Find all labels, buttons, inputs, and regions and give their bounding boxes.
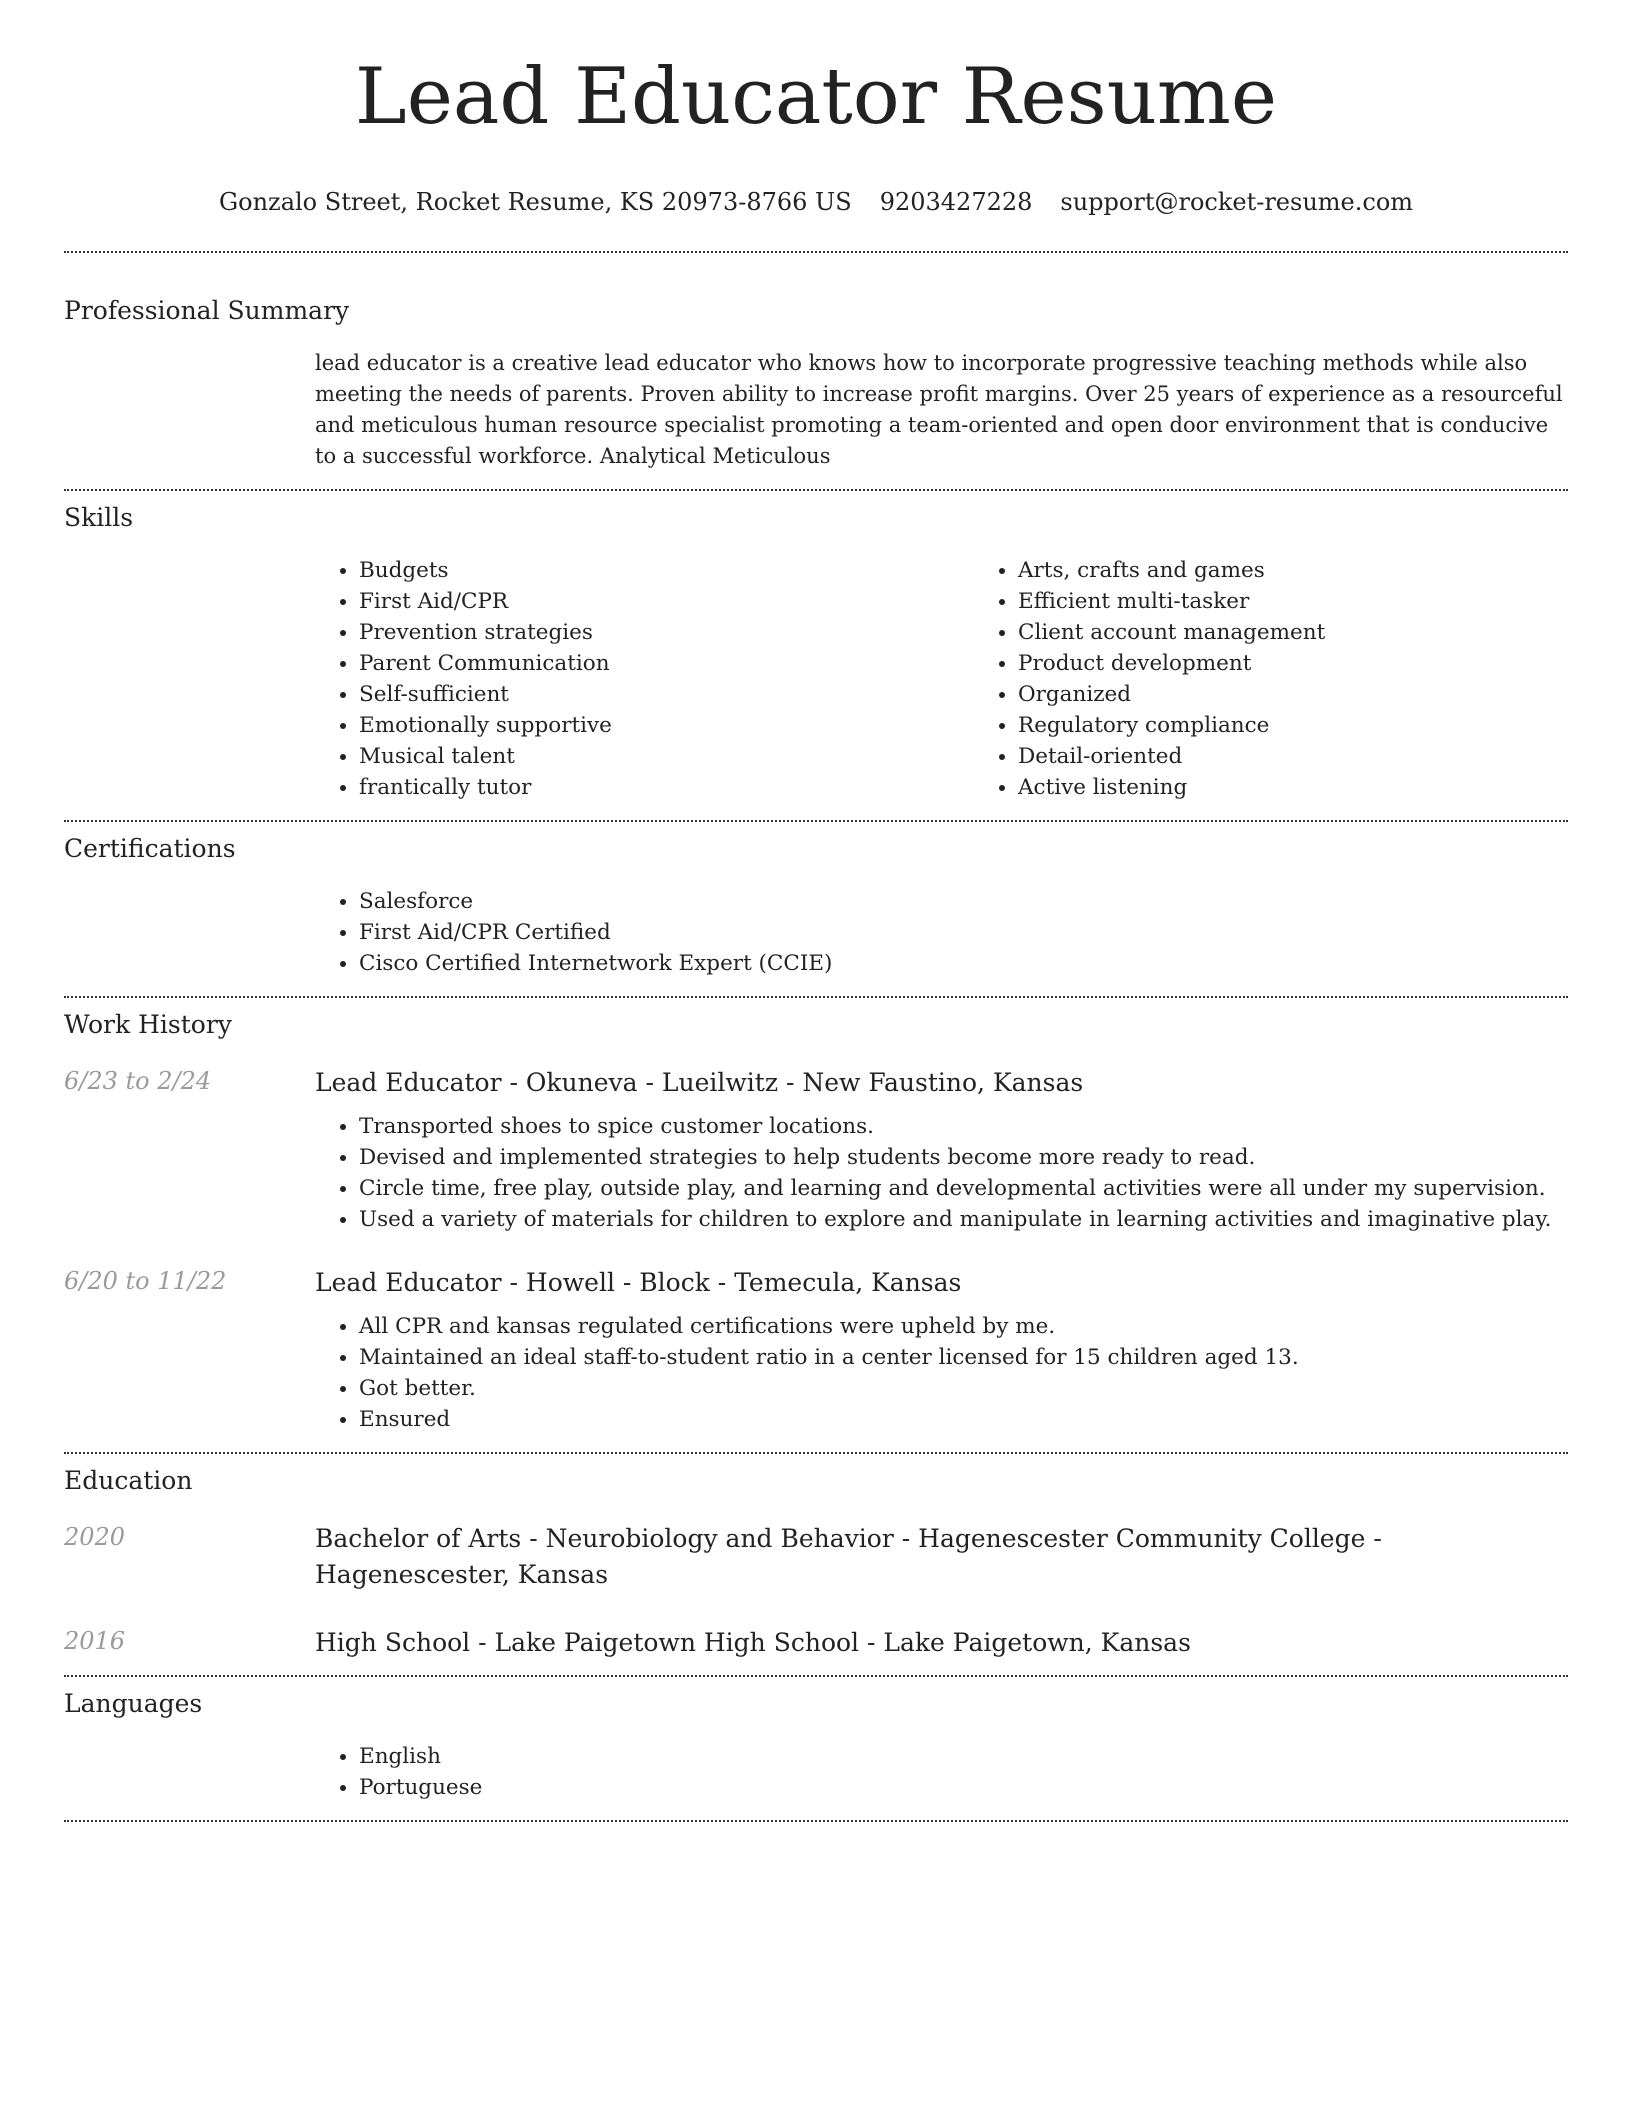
section-heading-work-history: Work History — [64, 1010, 232, 1039]
list-item: • Used a variety of materials for children to explore and manipulate in learning activities and imaginative play. — [359, 1204, 1568, 1235]
job-duties — [315, 1311, 1568, 1435]
section-heading-certifications: Certifications — [64, 834, 236, 863]
list-item: • Devised and implemented strategies to help students become more ready to read. — [359, 1142, 1568, 1173]
list-item: • Organized — [1018, 679, 1632, 710]
list-item: • English — [359, 1741, 1568, 1772]
work-history-section — [64, 998, 1568, 1435]
list-item: • Self-sufficient — [359, 679, 974, 710]
education-entry — [64, 1625, 1568, 1661]
list-item: • Maintained an ideal staff-to-student ratio in a center licensed for 15 children aged 13. — [359, 1342, 1568, 1373]
education-details: - Hagenescester Community College - Hagenescester, Kansas — [315, 1524, 1382, 1589]
list-item: • Circle time, free play, outside play, and learning and developmental activities were all under my supervision. — [359, 1173, 1568, 1204]
list-item: • Salesforce — [359, 886, 1568, 917]
list-item: • Budgets — [359, 555, 974, 586]
list-item: • Active listening — [1018, 772, 1632, 803]
contact-phone: 9203427228 — [879, 188, 1033, 216]
languages-list — [315, 1741, 1568, 1803]
list-item: • Musical talent — [359, 741, 974, 772]
list-item: • Emotionally supportive — [359, 710, 974, 741]
summary-section — [64, 253, 1568, 472]
contact-address: Gonzalo Street, Rocket Resume, KS 20973-8766 US — [218, 188, 852, 216]
education-title — [315, 1625, 1568, 1661]
list-item: • Got better. — [359, 1373, 1568, 1404]
certifications-section — [64, 822, 1568, 979]
section-heading-summary: Professional Summary — [64, 296, 350, 325]
list-item: • Efficient multi-tasker — [1018, 586, 1632, 617]
divider — [64, 1820, 1568, 1822]
education-degree: Bachelor of Arts - Neurobiology and Behavior — [315, 1524, 894, 1553]
list-item: • Prevention strategies — [359, 617, 974, 648]
list-item: • Portuguese — [359, 1772, 1568, 1803]
skills-list-left — [315, 555, 974, 803]
section-heading-languages: Languages — [64, 1689, 203, 1718]
list-item: • Parent Communication — [359, 648, 974, 679]
list-item: • Client account management — [1018, 617, 1632, 648]
job-title: Lead Educator - Howell - Block - Temecula, Kansas — [315, 1268, 962, 1297]
job-dates: 6/23 to 2/24 — [64, 1067, 212, 1095]
education-year: 2016 — [64, 1627, 126, 1655]
contact-line — [64, 186, 1568, 218]
education-degree: High School — [315, 1628, 471, 1657]
list-item: • First Aid/CPR — [359, 586, 974, 617]
education-entry — [64, 1521, 1568, 1593]
resume-title: Lead Educator Resume — [354, 52, 1278, 142]
contact-email: support@rocket-resume.com — [1060, 188, 1414, 216]
job-title: Lead Educator - Okuneva - Lueilwitz - New Faustino, Kansas — [315, 1068, 1084, 1097]
education-details: - Lake Paigetown High School - Lake Paigetown, Kansas — [470, 1628, 1191, 1657]
job-duties — [315, 1111, 1568, 1235]
list-item: • Ensured — [359, 1404, 1568, 1435]
job-dates: 6/20 to 11/22 — [64, 1267, 227, 1295]
list-item: • All CPR and kansas regulated certifications were upheld by me. — [359, 1311, 1568, 1342]
section-heading-education: Education — [64, 1466, 193, 1495]
list-item: • Product development — [1018, 648, 1632, 679]
list-item: • Arts, crafts and games — [1018, 555, 1632, 586]
list-item: • Cisco Certified Internetwork Expert (CCIE) — [359, 948, 1568, 979]
list-item: • Regulatory compliance — [1018, 710, 1632, 741]
section-heading-skills: Skills — [64, 503, 134, 532]
job-entry — [64, 1065, 1568, 1235]
list-item: • Detail-oriented — [1018, 741, 1632, 772]
education-title — [315, 1521, 1568, 1593]
education-year: 2020 — [64, 1523, 126, 1551]
job-entry — [64, 1265, 1568, 1435]
list-item: • First Aid/CPR Certified — [359, 917, 1568, 948]
skills-list-right — [974, 555, 1632, 803]
skills-section — [64, 491, 1568, 803]
languages-section — [64, 1677, 1568, 1803]
education-section — [64, 1454, 1568, 1661]
certifications-list — [315, 886, 1568, 979]
list-item: • frantically tutor — [359, 772, 974, 803]
list-item: • Transported shoes to spice customer locations. — [359, 1111, 1568, 1142]
summary-text: lead educator is a creative lead educator who knows how to incorporate progressive teaching methods while also meeting the needs of parents. Proven ability to increase profit margins. Over 25 years of experience as a resourceful and meticulous human resource specialist promoting a team-oriented and open door environment that is conducive to a successful workforce. Analytical Meticulous — [315, 351, 1563, 468]
